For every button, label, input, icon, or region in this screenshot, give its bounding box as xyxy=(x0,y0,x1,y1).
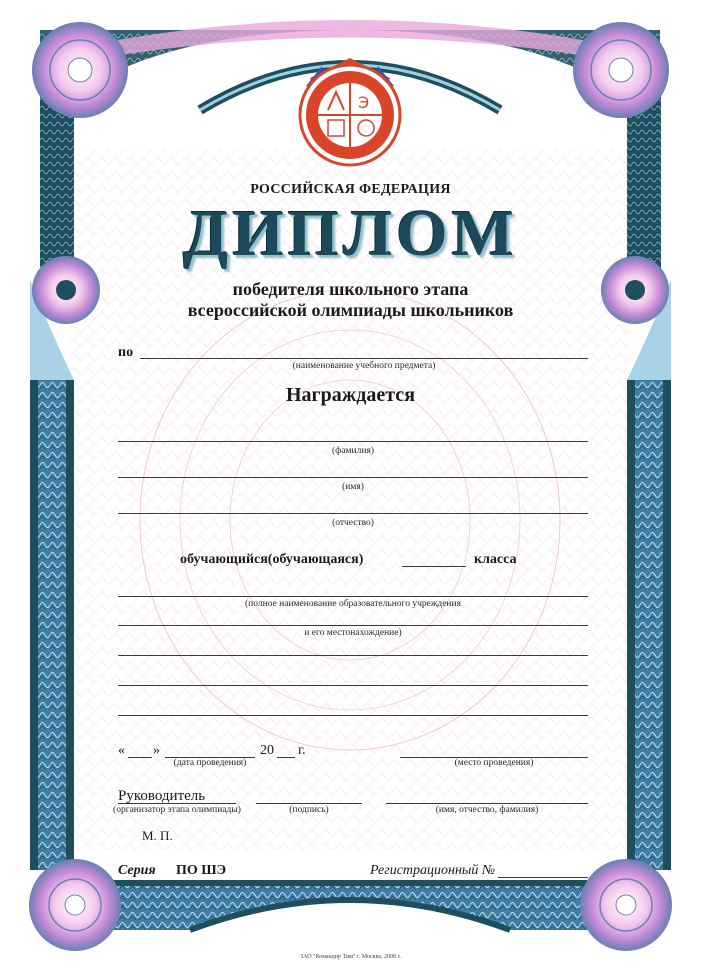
date-quote-close: » xyxy=(153,743,160,758)
school-line-2[interactable] xyxy=(118,625,588,626)
student-suffix: класса xyxy=(474,552,517,567)
diploma-title: ДИПЛОМ xyxy=(183,197,518,270)
school-hint-2: и его местонахождение) xyxy=(304,628,402,638)
year-suffix: г. xyxy=(298,743,306,758)
signature-hint: (подпись) xyxy=(289,805,329,815)
date-quote-open: « xyxy=(118,743,125,758)
series-label: Серия xyxy=(118,863,156,878)
day-line[interactable] xyxy=(128,757,152,758)
head-line xyxy=(118,803,236,804)
school-line-1[interactable] xyxy=(118,596,588,597)
printer-note: ЗАО "Командир Тим" г. Москва, 2008 г. xyxy=(300,954,401,960)
full-name-line[interactable] xyxy=(386,803,588,804)
rosette-icon xyxy=(580,859,672,951)
subject-line[interactable] xyxy=(140,358,588,359)
rosette-icon xyxy=(32,22,128,118)
grade-line[interactable] xyxy=(402,566,466,567)
subtitle-line-1: победителя школьного этапа xyxy=(232,279,469,299)
awarded-heading: Награждается xyxy=(285,384,416,406)
org-hint: (организатор этапа олимпиады) xyxy=(113,805,241,815)
school-line-5[interactable] xyxy=(118,715,588,716)
school-line-4[interactable] xyxy=(118,685,588,686)
registration-label: Регистрационный № xyxy=(370,863,496,878)
rosette-icon xyxy=(29,859,121,951)
subtitle-line-2: всероссийской олимпиады школьников xyxy=(187,300,514,320)
stamp-label: М. П. xyxy=(142,828,173,843)
head-label: Руководитель xyxy=(118,788,206,804)
subject-hint: (наименование учебного предмета) xyxy=(292,361,436,371)
student-prefix: обучающийся(обучающаяся) xyxy=(180,552,364,567)
full-name-hint: (имя, отчество, фамилия) xyxy=(435,805,539,815)
surname-hint: (фамилия) xyxy=(332,446,374,456)
rosette-icon xyxy=(573,22,669,118)
date-hint: (дата проведения) xyxy=(173,758,247,768)
svg-text:Э: Э xyxy=(358,93,370,112)
subject-prefix: по xyxy=(118,345,134,360)
registration-line[interactable] xyxy=(498,877,588,878)
school-line-3[interactable] xyxy=(118,655,588,656)
year-line[interactable] xyxy=(277,757,295,758)
olympiad-emblem-icon xyxy=(300,58,400,165)
place-hint: (место проведения) xyxy=(454,758,534,768)
country-name: РОССИЙСКАЯ ФЕДЕРАЦИЯ xyxy=(250,182,451,197)
patronymic-hint: (отчество) xyxy=(332,518,374,528)
school-hint-1: (полное наименование образовательного учреждения xyxy=(245,599,461,609)
surname-line[interactable] xyxy=(118,441,588,442)
patronymic-line[interactable] xyxy=(118,513,588,514)
year-prefix: 20 xyxy=(260,743,274,758)
series-value: ПО ШЭ xyxy=(176,863,227,878)
signature-line[interactable] xyxy=(256,803,362,804)
name-hint: (имя) xyxy=(342,482,364,492)
name-line[interactable] xyxy=(118,477,588,478)
